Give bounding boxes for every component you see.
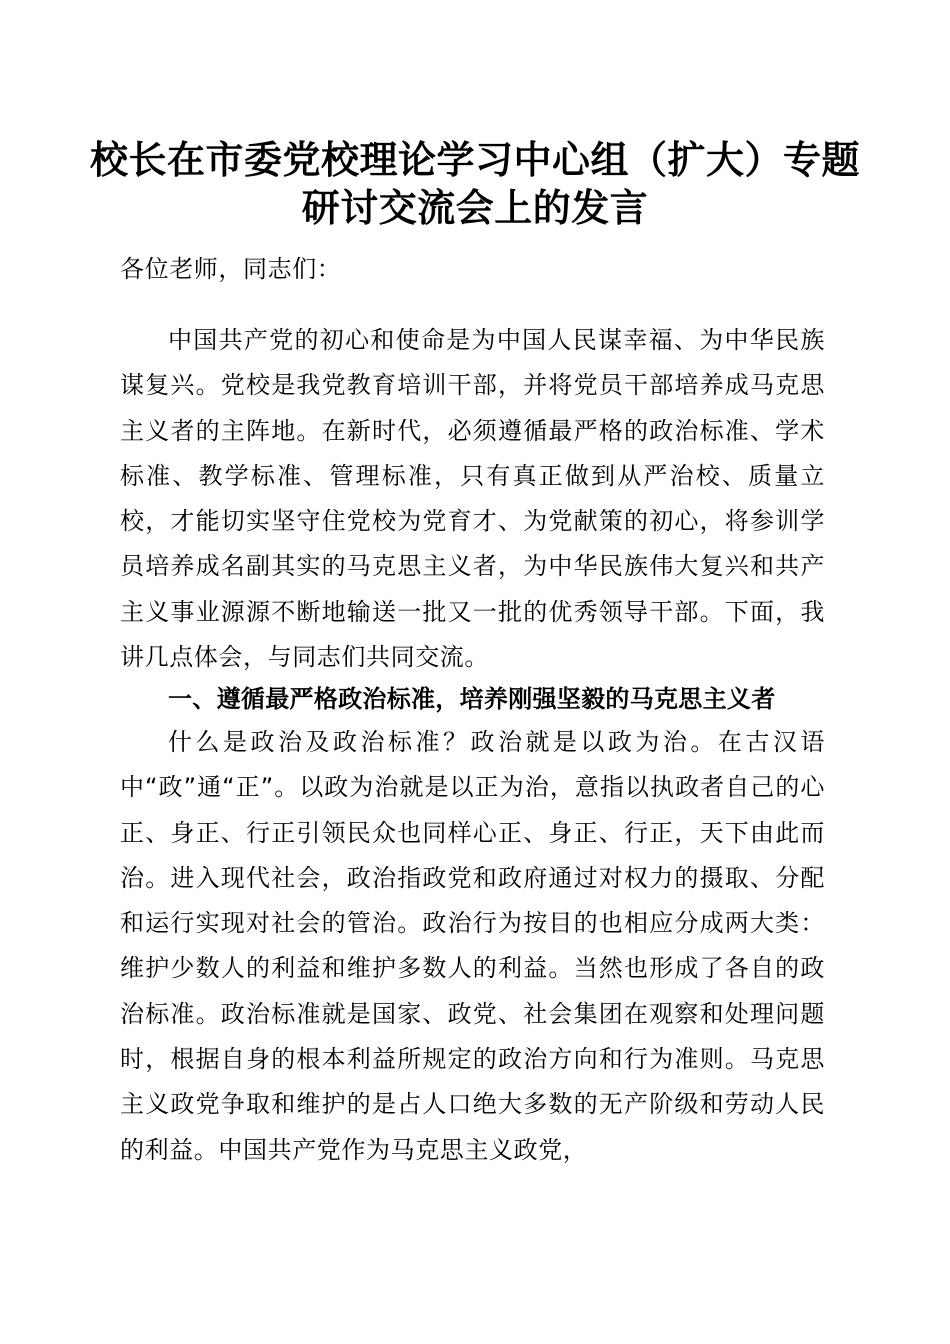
section-heading-1: 一、遵循最严格政治标准，培养刚强坚毅的马克思主义者 xyxy=(168,685,776,713)
paragraph-2-container xyxy=(120,720,825,1173)
document-title-line-2: 研讨交流会上的发言 xyxy=(301,185,649,230)
document-title-line-1: 校长在市委党校理论学习中心组（扩大）专题 xyxy=(89,137,860,182)
paragraph-1-container xyxy=(120,318,825,680)
paragraph-2: 什么是政治及政治标准？政治就是以政为治。在古汉语中“政”通“正”。以政为治就是以正为治，意指以执政者自己的心正、身正、行正引领民众也同样心正、身正、行正，天下由此而治。进入现代社会，政治指政党和政府通过对权力的摄取、分配和运行实现对社会的管治。政治行为按目的也相应分成两大类：维护少数人的利益和维护多数人的利益。当然也形成了各自的政治标准。政治标准就是国家、政党、社会集团在观察和处理问题时，根据自身的根本利益所规定的政治方向和行为准则。马克思主义政党争取和维护的是占人口绝大多数的无产阶级和劳动人民的利益。中国共产党作为马克思主义政党， xyxy=(120,728,825,1164)
salutation: 各位老师，同志们： xyxy=(120,255,342,283)
paragraph-1: 中国共产党的初心和使命是为中国人民谋幸福、为中华民族谋复兴。党校是我党教育培训干部，并将党员干部培养成马克思主义者的主阵地。在新时代，必须遵循最严格的政治标准、学术标准、教学标准、管理标准，只有真正做到从严治校、质量立校，才能切实坚守住党校为党育才、为党献策的初心，将参训学员培养成名副其实的马克思主义者，为中华民族伟大复兴和共产主义事业源源不断地输送一批又一批的优秀领导干部。下面，我讲几点体会，与同志们共同交流。 xyxy=(120,326,825,672)
